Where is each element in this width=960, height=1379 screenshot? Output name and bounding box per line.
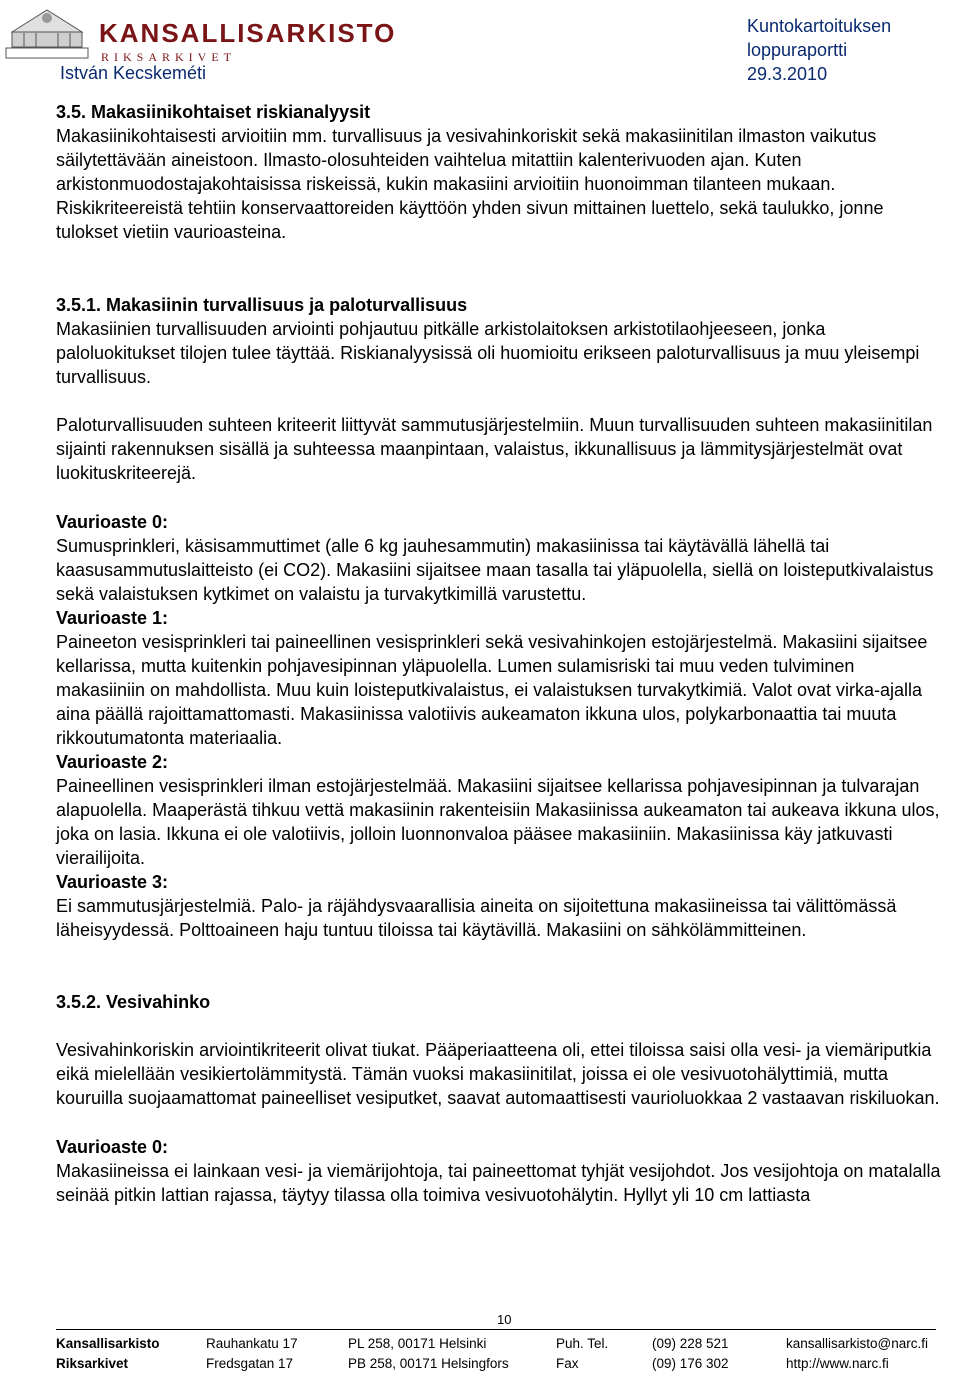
damage-level-text: Paineeton vesisprinkleri tai paineellinen vesisprinkleri sekä vesivahinkojen estojärjestelmä. Makasiini sijaitsee kellarissa, mutta kuitenkin pohjavesipinnan yläpuolella. Lumen sulamisriski tai muu veden tulviminen makasiiniin on mahdollista. Muu kuin loisteputkivalaistus, ei valaistuksen turvakytkimiä. Valot ovat virka-ajalla aina päällä rajoittamattomasti. Makasiinissa valotiivis aukeamaton ikkuna ulos, polykarbonaattia tai muuta rikkoutumatonta materiaalia. xyxy=(56,632,928,748)
footer-pobox-fi: PL 258, 00171 Helsinki xyxy=(348,1336,487,1351)
footer-street-fi: Rauhankatu 17 xyxy=(206,1336,298,1351)
paragraph: Paloturvallisuuden suhteen kriteerit liittyvät sammutusjärjestelmiin. Muun turvallisuuden suhteen makasiinitilan sijainti rakennuksen sisällä ja suhteessa maanpintaan, valaistus, ikkunallisuus ja lämmitysjärjestelmät ovat luokituskriteerejä. xyxy=(56,415,933,483)
subsection-heading: 3.5.1. Makasiinin turvallisuus ja paloturvallisuus xyxy=(56,295,468,315)
doc-title-line-2: loppuraportti xyxy=(747,40,848,60)
doc-title-line-1: Kuntokartoituksen xyxy=(747,16,892,36)
damage-level-label: Vaurioaste 0: xyxy=(56,512,169,532)
footer-phone-label: Puh. Tel. xyxy=(556,1336,609,1351)
header-right-block xyxy=(747,14,891,86)
footer-pobox xyxy=(348,1334,509,1374)
damage-level-label: Vaurioaste 0: xyxy=(56,1137,169,1157)
subsection-heading: 3.5.2. Vesivahinko xyxy=(56,992,211,1012)
footer-org-fi: Kansallisarkisto xyxy=(56,1336,160,1351)
kansallisarkisto-logo xyxy=(4,2,397,64)
section-heading: 3.5. Makasiinikohtaiset riskianalyysit xyxy=(56,102,371,122)
page-number: 10 xyxy=(497,1312,512,1327)
footer-pobox-sv: PB 258, 00171 Helsingfors xyxy=(348,1356,509,1371)
footer-web-link[interactable]: http://www.narc.fi xyxy=(786,1356,889,1371)
paragraph: Makasiinien turvallisuuden arviointi pohjautuu pitkälle arkistolaitoksen arkistotilaohjeeseen, jonka paloluokitukset tilojen tulee täyttää. Riskianalyysissä oli huomioitu erikseen paloturvallisuus ja muu yleisempi turvallisuus. xyxy=(56,319,920,387)
damage-level-text: Makasiineissa ei lainkaan vesi- ja viemärijohtoja, tai paineettomat tyhjät vesijohdot. Jos vesijohtoja on matalalla seinää pitkin lattian rajassa, täytyy tilassa olla toimiva vesivuotohälytin. Hyllyt yli 10 cm lattiasta xyxy=(56,1161,941,1205)
footer-contact-numbers xyxy=(652,1334,729,1374)
footer-fax: (09) 176 302 xyxy=(652,1356,729,1371)
damage-level-text: Paineellinen vesisprinkleri ilman estojärjestelmää. Makasiini sijaitsee kellarissa pohjavesipinnan ja tulvarajan alapuolella. Maaperästä tihkuu vettä makasiinin rakenteisiin Makasiinissa aukeamaton tai aukeava ikkuna ulos, joka on lasia. Ikkuna ei ole valotiivis, jolloin luonnonvaloa pääsee makasiiniin. Makasiinissa käy jatkuvasti vierailijoita. xyxy=(56,776,940,868)
footer-org-sv: Riksarkivet xyxy=(56,1356,129,1371)
footer-fax-label: Fax xyxy=(556,1356,579,1371)
document-body xyxy=(56,100,946,1207)
archive-emblem-icon xyxy=(4,2,90,62)
footer-email-link[interactable]: kansallisarkisto@narc.fi xyxy=(786,1336,929,1351)
paragraph: Vesivahinkoriskin arviointikriteerit olivat tiukat. Pääperiaatteena oli, ettei tiloissa saisi olla vesi- ja viemäriputkia eikä mielellään vesikiertolämmitystä. Tämän vuoksi makasiinitilat, joissa ei ole vesivuotohälyttimiä, mutta kouruilla suojaamattomat paineelliset vesiputket, saavat automaattisesti vaurioluokkaa 2 vastaavan riskiluokan. xyxy=(56,1040,940,1108)
paragraph: Makasiinikohtaisesti arvioitiin mm. turvallisuus ja vesivahinkoriskit sekä makasiinitilan ilmaston vaikutus säilytettävään aineistoon. Ilmasto-olosuhteiden vaihtelua mitattiin kalenterivuoden ajan. Kuten arkistonmuodostajakohtaisissa riskeissä, kukin makasiini arvioitiin huonoimman tilanteen mukaan. Riskikriteereistä tehtiin konservaattoreiden käyttöön yhden sivun mittainen luettelo, sekä taulukko, jonne tulokset vietiin vaurioasteina. xyxy=(56,126,884,242)
doc-date: 29.3.2010 xyxy=(747,64,828,84)
footer-phone: (09) 228 521 xyxy=(652,1336,729,1351)
logo-subtitle: RIKSARKIVET xyxy=(101,50,236,64)
footer-contact-labels xyxy=(556,1334,608,1374)
author-name: István Kecskeméti xyxy=(60,63,207,83)
damage-level-text: Sumusprinkleri, käsisammuttimet (alle 6 kg jauhesammutin) makasiinissa tai käytävällä lähellä tai kaasusammutuslaitteisto (ei CO2). Makasiini sijaitsee maan tasalla tai yläpuolella, siellä on loisteputkivalaistus sekä valaistuksen kytkimet on valaistu ja turvakytkimillä varustettu. xyxy=(56,536,934,604)
footer-street xyxy=(206,1334,298,1374)
footer-org xyxy=(56,1334,160,1374)
damage-level-label: Vaurioaste 3: xyxy=(56,872,169,892)
footer-divider xyxy=(56,1329,936,1330)
damage-level-label: Vaurioaste 2: xyxy=(56,752,169,772)
logo-title: KANSALLISARKISTO xyxy=(99,18,397,48)
damage-level-text: Ei sammutusjärjestelmiä. Palo- ja räjähdysvaarallisia aineita on sijoitettuna makasiineissa tai välittömässä läheisyydessä. Polttoaineen haju tuntuu tiloissa tai käytävillä. Makasiini on sähkölämmitteinen. xyxy=(56,896,897,940)
damage-level-label: Vaurioaste 1: xyxy=(56,608,169,628)
footer-online xyxy=(786,1334,928,1374)
footer-street-sv: Fredsgatan 17 xyxy=(206,1356,294,1371)
